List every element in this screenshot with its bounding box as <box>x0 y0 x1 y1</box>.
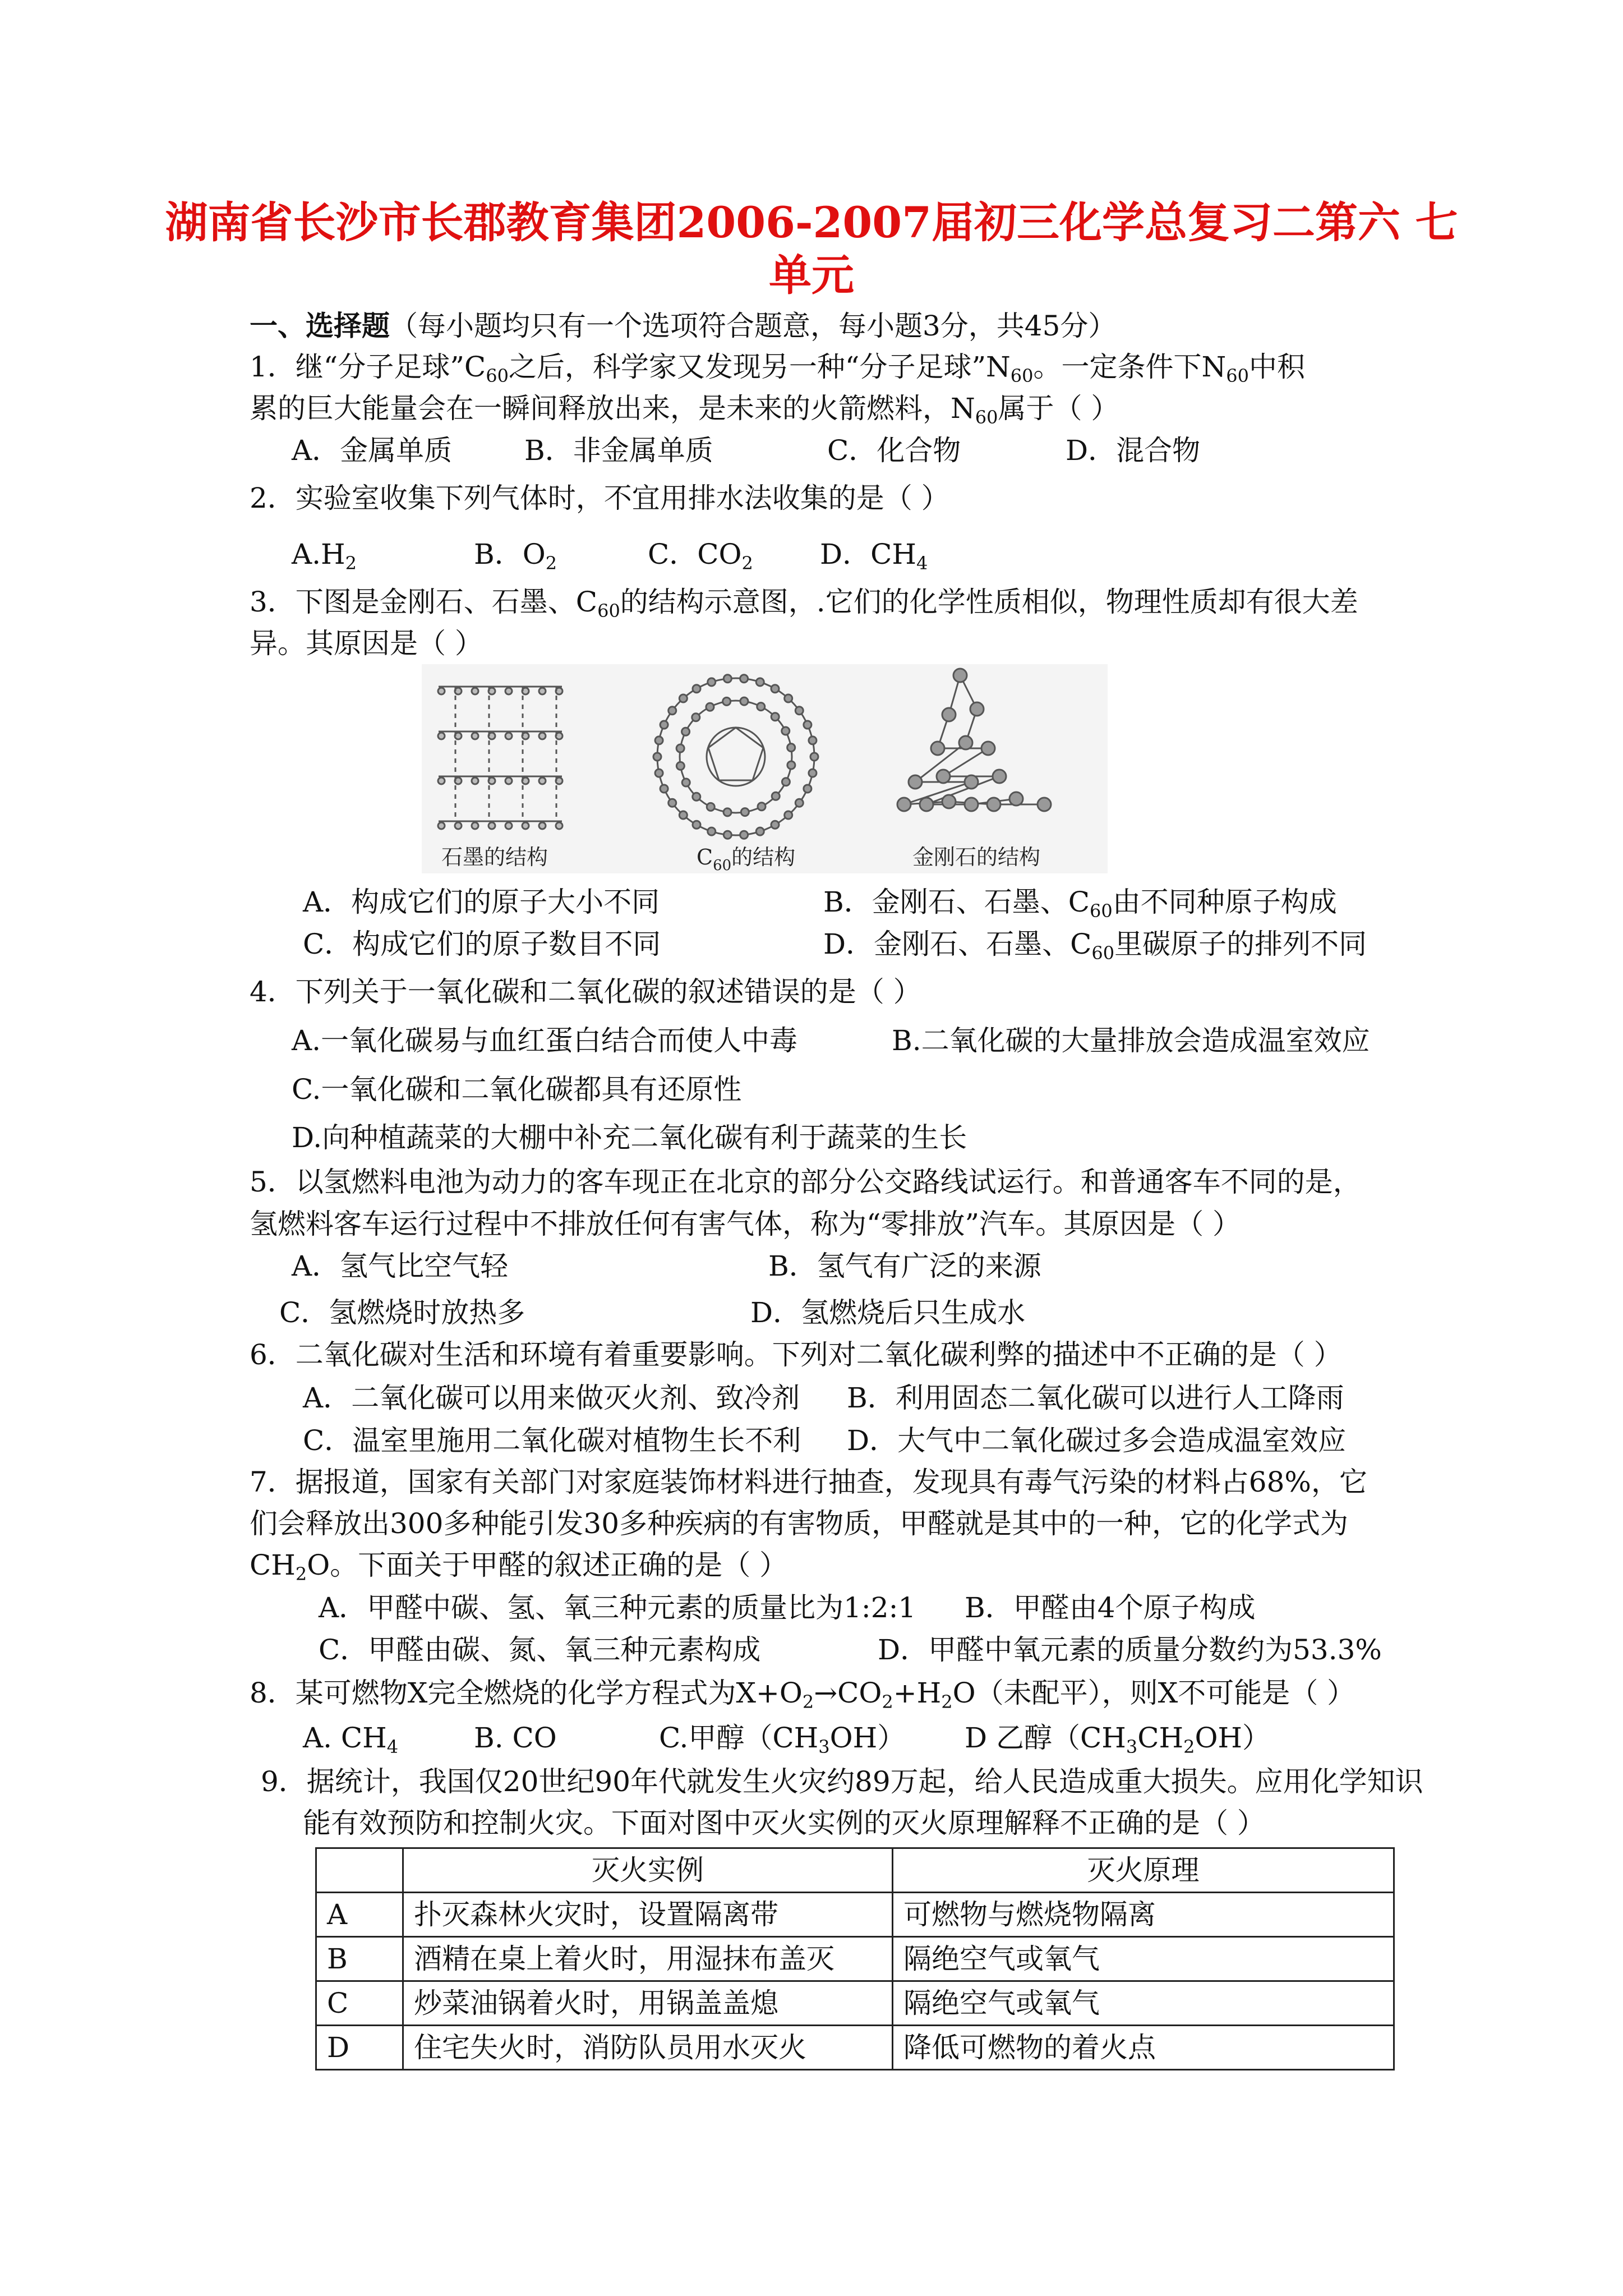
q4-option-b: B.二氧化碳的大量排放会造成温室效应 <box>892 1024 1370 1057</box>
q1-option-d: D．混合物 <box>1066 434 1201 467</box>
q2-option-a: $A.H_2$ <box>292 538 357 574</box>
q4-option-a: A.一氧化碳易与血红蛋白结合而使人中毒 <box>292 1024 798 1057</box>
table-cell: 住宅失火时，消防队员用水灭火 <box>403 2026 893 2070</box>
graphite-structure-drawing <box>438 687 562 829</box>
table-cell: 炒菜油锅着火时，用锅盖盖熄 <box>403 1981 893 2026</box>
table-cell: D <box>316 2026 403 2070</box>
fire-extinguishing-table <box>315 1847 1395 2070</box>
q7-option-a: A．甲醛中碳、氢、氧三种元素的质量比为1:2:1 <box>319 1591 916 1624</box>
q6-option-b: B．利用固态二氧化碳可以进行人工降雨 <box>847 1382 1344 1414</box>
document-title-line-1: 湖南省长沙市长郡教育集团2006-2007届初三化学总复习二第六 七 <box>165 197 1458 247</box>
q2-option-c: C．$CO_2$ <box>648 538 753 574</box>
table-header-cell <box>316 1848 403 1893</box>
question-8-stem: 8．某可燃物X完全燃烧的化学方程式为$X+O_2\to CO_2+H_2O$（未配平），则X不可能是（ ） <box>250 1677 1355 1713</box>
q1-option-a: A．金属单质 <box>292 434 453 467</box>
section-heading <box>250 309 1116 343</box>
q3-option-a: A．构成它们的原子大小不同 <box>303 886 660 918</box>
table-row <box>316 1893 1394 1937</box>
q8-option-a: A. $CH_4$ <box>303 1722 399 1757</box>
q5-option-b: B．氢气有广泛的来源 <box>768 1250 1041 1282</box>
table-header-row <box>316 1848 1394 1893</box>
question-7-stem: 7．据报道，国家有关部门对家庭装饰材料进行抽查，发现具有毒气污染的材料占68%，它 <box>250 1466 1367 1498</box>
question-4-stem: 4．下列关于一氧化碳和二氧化碳的叙述错误的是（ ） <box>250 976 921 1008</box>
q2-option-b: B．$O_2$ <box>474 538 557 574</box>
q6-option-c: C．温室里施用二氧化碳对植物生长不利 <box>303 1424 801 1457</box>
c60-caption: $C_{60}$的结构 <box>697 845 796 874</box>
table-cell: 隔绝空气或氧气 <box>893 1937 1394 1981</box>
question-1-stem: 1．继“分子足球$”C_{60}$之后，科学家又发现另一种“分子足球$”N_{60}$。一定条件下$N_{60}$中积 <box>250 351 1305 386</box>
q2-option-d: D．$CH_4$ <box>820 538 928 574</box>
q7-option-c: C．甲醛由碳、氮、氧三种元素构成 <box>319 1634 761 1666</box>
table-cell: 扑灭森林火灾时，设置隔离带 <box>403 1893 893 1937</box>
q3-option-b: B．金刚石、石墨、$C_{60}$由不同种原子构成 <box>823 886 1337 922</box>
q3-option-d: D．金刚石、石墨、$C_{60}$里碳原子的排列不同 <box>823 928 1367 964</box>
q6-option-a: A．二氧化碳可以用来做灭火剂、致冷剂 <box>303 1382 800 1414</box>
table-cell: B <box>316 1937 403 1981</box>
q6-option-d: D．大气中二氧化碳过多会造成温室效应 <box>847 1424 1347 1457</box>
q5-option-a: A．氢气比空气轻 <box>292 1250 509 1282</box>
question-5-stem: 5．以氢燃料电池为动力的客车现正在北京的部分公交路线试运行。和普通客车不同的是， <box>250 1166 1361 1198</box>
question-9-stem: 9．据统计，我国仅20世纪90年代就发生火灾约89万起，给人民造成重大损失。应用化学知识 <box>261 1765 1423 1798</box>
table-cell: 酒精在桌上着火时，用湿抹布盖灭 <box>403 1937 893 1981</box>
section-heading-note: （每小题均只有一个选项符合题意，每小题3分，共45分） <box>390 310 1117 342</box>
diamond-caption: 金刚石的结构 <box>912 845 1041 869</box>
question-2-stem: 2．实验室收集下列气体时，不宜用排水法收集的是（ ） <box>250 482 949 514</box>
q4-option-c: C.一氧化碳和二氧化碳都具有还原性 <box>292 1073 742 1106</box>
table-cell: 隔绝空气或氧气 <box>893 1981 1394 2026</box>
q5-option-d: D．氢燃烧后只生成水 <box>750 1296 1026 1329</box>
table-row <box>316 2026 1394 2070</box>
q7-option-d: D．甲醛中氧元素的质量分数约为53.3% <box>878 1634 1382 1666</box>
question-3-stem-line-2: 异。其原因是（ ） <box>250 627 483 660</box>
question-6-stem: 6．二氧化碳对生活和环境有着重要影响。下列对二氧化碳利弊的描述中不正确的是（ ） <box>250 1338 1342 1371</box>
question-1-stem-line-2: 累的巨大能量会在一瞬间释放出来，是未来的火箭燃料，$N_{60}$属于（ ） <box>250 392 1119 428</box>
question-7-stem-line-2: 们会释放出300多种能引发30多种疾病的有害物质，甲醛就是其中的一种，它的化学式为 <box>250 1507 1349 1540</box>
table-row <box>316 1937 1394 1981</box>
table-cell: 降低可燃物的着火点 <box>893 2026 1394 2070</box>
q8-option-b: B. CO <box>474 1722 557 1754</box>
question-7-stem-line-3: $CH_2O$。下面关于甲醛的叙述正确的是（ ） <box>250 1549 788 1585</box>
q8-option-c: C.甲醇$(CH_3OH)$ <box>659 1722 906 1757</box>
section-heading-label: 一、选择题 <box>250 309 390 342</box>
q8-option-d: D 乙醇$(CH_3CH_2OH)$ <box>965 1722 1271 1757</box>
carbon-structures-drawing <box>422 664 1108 873</box>
q3-option-c: C．构成它们的原子数目不同 <box>303 928 661 960</box>
q7-option-b: B．甲醛由4个原子构成 <box>965 1591 1256 1624</box>
document-title-line-2: 单元 <box>769 250 854 300</box>
question-3-stem: 3．下图是金刚石、石墨、$C_{60}$的结构示意图，.它们的化学性质相似，物理性质却有很大差 <box>250 586 1358 622</box>
q5-option-c: C．氢燃烧时放热多 <box>279 1296 525 1329</box>
table-header-cell: 灭火实例 <box>403 1848 893 1893</box>
q1-option-b: B．非金属单质 <box>524 434 713 467</box>
table-row <box>316 1981 1394 2026</box>
table-cell: A <box>316 1893 403 1937</box>
q1-option-c: C．化合物 <box>827 434 961 467</box>
q4-option-d: D.向种植蔬菜的大棚中补充二氧化碳有利于蔬菜的生长 <box>292 1121 967 1154</box>
carbon-structures-figure <box>422 664 1108 873</box>
graphite-caption: 石墨的结构 <box>441 845 548 869</box>
diamond-structure-drawing <box>897 669 1051 811</box>
c60-structure-drawing <box>653 675 818 839</box>
table-header-cell: 灭火原理 <box>893 1848 1394 1893</box>
question-5-stem-line-2: 氢燃料客车运行过程中不排放任何有害气体，称为“零排放”汽车。其原因是（ ） <box>250 1208 1241 1240</box>
question-9-stem-line-2: 能有效预防和控制火灾。下面对图中灭火实例的灭火原理解释不正确的是（ ） <box>303 1807 1265 1839</box>
table-cell: 可燃物与燃烧物隔离 <box>893 1893 1394 1937</box>
table-cell: C <box>316 1981 403 2026</box>
